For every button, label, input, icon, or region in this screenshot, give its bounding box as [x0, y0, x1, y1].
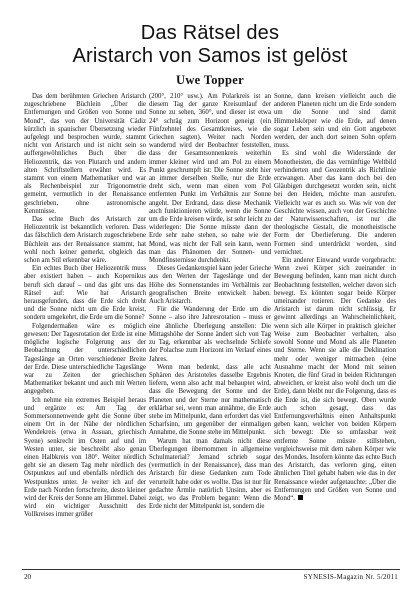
paragraph: Wenn man bedenkt, dass alle acht Sphären des Aristoteles dasselbe Ergebnis liefern, wenn also acht mal behauptet wird, dass die Bewegung der Sonne und der Planeten und der Sterne nur mathematisch erklärbar sei, wenn man annähme, die Erde stehe im Mittelpunkt, dann erfordert das viel Scharfsinn, um gegenüber der einmaligen Annahme, die Sonne stehe im Mittelpunkt.	[149, 363, 271, 437]
paragraph: Folgendermaßen wäre es möglich gewesen: Der Tagesrotation der Erde ist eine mögliche logische Folgerung aus der Beobachtung der unterschiedlichen Tageslänge an Orten verschiedener Breite der Erde. Diese unterschiedliche Tageslänge war zu Zeiten der griechischen Mathematiker bekannt und auch mit Werten angegeben.	[24, 322, 146, 396]
paragraph: (200°, 210° usw.). Am Polarkreis ist an diesem Tag der ganze Kreisumlauf der Sonne zu sehen, 360°, und dieser ist etwa 24° schräg zum Horizont geneigt (ein Fünfzehntel des Gesamtkreises, wie die Griechen sagten). Weiter nach Norden wandernd wird der Beobachter feststellen, dass der Gesamtsonnenkreis weiterhin immer kleiner wird und am Pol zu einem Punkt geschrumpft ist: Die Sonne steht hier an immer derselben Stelle, nur die Erde dreht sich, wenn man einen vom Pol entfernten Punkt im Verhältnis zur Sonne angeht. Der Erdrand, dass diese Mechanik auch funktionieren würde, wenn die Sonne um die Erde kreisen würde, ist sehr leicht zu widerlegen: Die Sonne müsste dann der Erde sehr nahe stehen, so nahe wie der Mond, was nicht der Fall sein kann, wenn man das Phänomen der Sonnen- und Mondfinsternisse durchdenkt.	[149, 93, 271, 265]
article-title-line-1: Das Rätsel des	[140, 22, 280, 44]
page-number: 20	[24, 573, 31, 581]
paragraph: Es sind wohl die Widerstände der Monotheisten, die das vernünftige Weltbild verhinderten und Geozentrik als Richtlinie erzwangen. Aber das kann doch bei den Gläubigen durchgesetzt worden sein, nicht bei den Heiden, möchte man ausrufen. Vielleicht war es auch so. Was wir von der Geschichte wissen, auch von der Geschichte der Naturwissenschaften, ist nur die theologische Gestalt, die monotheistische Form der Überlieferung. Die anderen Formen sind unterdrückt worden, sind vernichtet.	[274, 150, 396, 256]
paragraph: Ich nehme ein extremes Beispiel heraus und ergänze es: Am Tag der Sommersonnenwende geht die Sonne über einem Ort in der Nähe der nördlichen Wendekreis (etwa in Assuan, griechisch Syene) senkrecht im Osten auf und im Westen unter, sie beschreibt also genau einen Halbkreis von 180°. Weiter nördlich geht sie an diesem Tag mehr nördlich des Ostpunktes auf und ebenfalls nördlich des Westpunktes unter. Je weiter ich auf der Erde nach Norden fortschreite, desto kleiner wird der Kreis der Sonne am Himmel. Dabei wird ein wichtiger Ausschnitt des Vollkreises immer größer	[24, 396, 146, 519]
footer-rule	[22, 569, 400, 570]
text-column-2	[149, 93, 271, 563]
paragraph: Ein echtes Buch über Heliozentrik muss aber existiert haben – auch Kopernikus beruft sich darauf – und das gibt uns das Rätsel auf: Wie hat Aristarch herausgefunden, dass die Erde sich dreht und die Sonne nicht um die Erde kreist, sondern umgekehrt, die Erde um die Sonne?	[24, 265, 146, 322]
paragraph: Dieses Gedankenspiel kann jeder Grieche aus den Werten der Tageslänge und der Höhe des Sonnenstandes im Verhältnis zur geografischen Breite entwickelt haben. Auch Aristarch.	[149, 265, 271, 306]
article-title-line-2: Aristarch von Samos ist gelöst	[72, 45, 348, 67]
paragraph: Warum hat man damals nicht diese Überlegungen übernommen in allgemeine Schulmaterial? Jemand schrieb sogar (vermutlich in der Renaissance), dass man Aristarch für diese Gedanken zum Tode verurteilt habe oder es wollte. Das ist nur für gedachte Ärmlie natürlich Unsinn, aber es zeigt, wo das Problem begann: Wenn die Erde nicht der Mittelpunkt ist, sondern die	[149, 437, 271, 511]
text-column-3	[274, 93, 396, 563]
paragraph	[274, 257, 396, 503]
end-of-article-mark	[298, 495, 303, 500]
paragraph: Das dem berühmten Griechen Aristarch zugeschriebene Büchlein „Über die Entfernungen und Größen von Sonne und Mond“, das von der Universität Cádiz kürzlich in spanischer Übersetzung wieder aufgelegt und besprochen wurde, stammt nicht von Aristarch und ist nicht sein so auffergewöhnliches Buch über die Heliozentrik, das von Plutarch und andern alten Schriftstellern erwähnt wird. Es stammt von einem Mathematiker und war als Rechenbeispiel zur Trigonometrie gemeint, vermutlich in der Renaissance geschrieben, ohne astronomische Kenntnisse.	[24, 93, 146, 215]
paragraph-text: Ein anderer Einwand wurde vorgebracht: Wenn zwei Körper sich zueinander in Bewegung befinden, kann man nicht durch Beobachtung feststellen, welcher davon sich bewegt. Es könnten sogar beide Körper umeinander rotieren. Der Gedanke des Aristarch ist darum nicht schlüssig. Er gewinnt allerdings an Wahrscheinlichkeit, wenn sich alle Körper in praktisch gleicher Weise zum Beobachter verhalten, also sowohl Sonne und Mond als alle Planeten und Sterne. Wenn sie alle die Deklination mehr oder weniger mitmachen (eine Ausnahme macht der Mond mit seinen Knoten, die fünf Grad in beiden Richtungen abweichen, er kreist also wohl doch um die Erde), dann bleibt nur die Folgerung, dass es die Erde ist, die sich bewegt. Oben wurde auch schon gesagt, dass das Entfernungsverhältnis einen Anhaltspunkt geben kann, welcher von beiden Körpern sich bewegt: Die so umfassbar weit entfernte Sonne müsste stillstehen, vergleichsweise mit dem nahen Körper wie des Mondes. Insofern könnte das echte Buch des Aristarch, das verloren ging, einen ähnlichen Titel gehabt haben wie das in der Renaissance wieder aufgetauchte: „Über die Entfernungen und Größen von Sonne und Mond“.	[274, 257, 396, 502]
paragraph: Sonne, dann kreisen vielleicht auch die anderen Planeten nicht um die Erde sondern um die Sonne und sind damit Himmelskörper wie die Erde, auf denen sogar Leben sein und ein Gott angebetet werden, der auch dort seinen Sohn opfern muss.	[274, 93, 396, 150]
magazine-issue: SYNESIS-Magazin Nr. 5/2011	[303, 573, 398, 581]
paragraph: Das echte Buch des Aristarch zur Heliozentrik ist bekanntlich verloren. Dass das fälschlich dem Aristarch zugeschriebene Büchlein aus der Renaissance stammt, hat wohl noch keiner gemerkt, obgleich das schon am Stil erkennbar wäre.	[24, 216, 146, 265]
article-author: Uwe Topper	[176, 73, 244, 87]
paragraph: Für die Wanderung der Erde um die Sonne – also ihre Jahresrotation – muss er eine ähnliche Überlegung anstellen: Die Mittagshöhe der Sonne ändert sich von Tag zu Tag, erkennbar als wechselnde Schiefe der Polachse zum Horizont im Verlauf eines Jahres.	[149, 306, 271, 363]
text-column-1	[24, 93, 146, 563]
